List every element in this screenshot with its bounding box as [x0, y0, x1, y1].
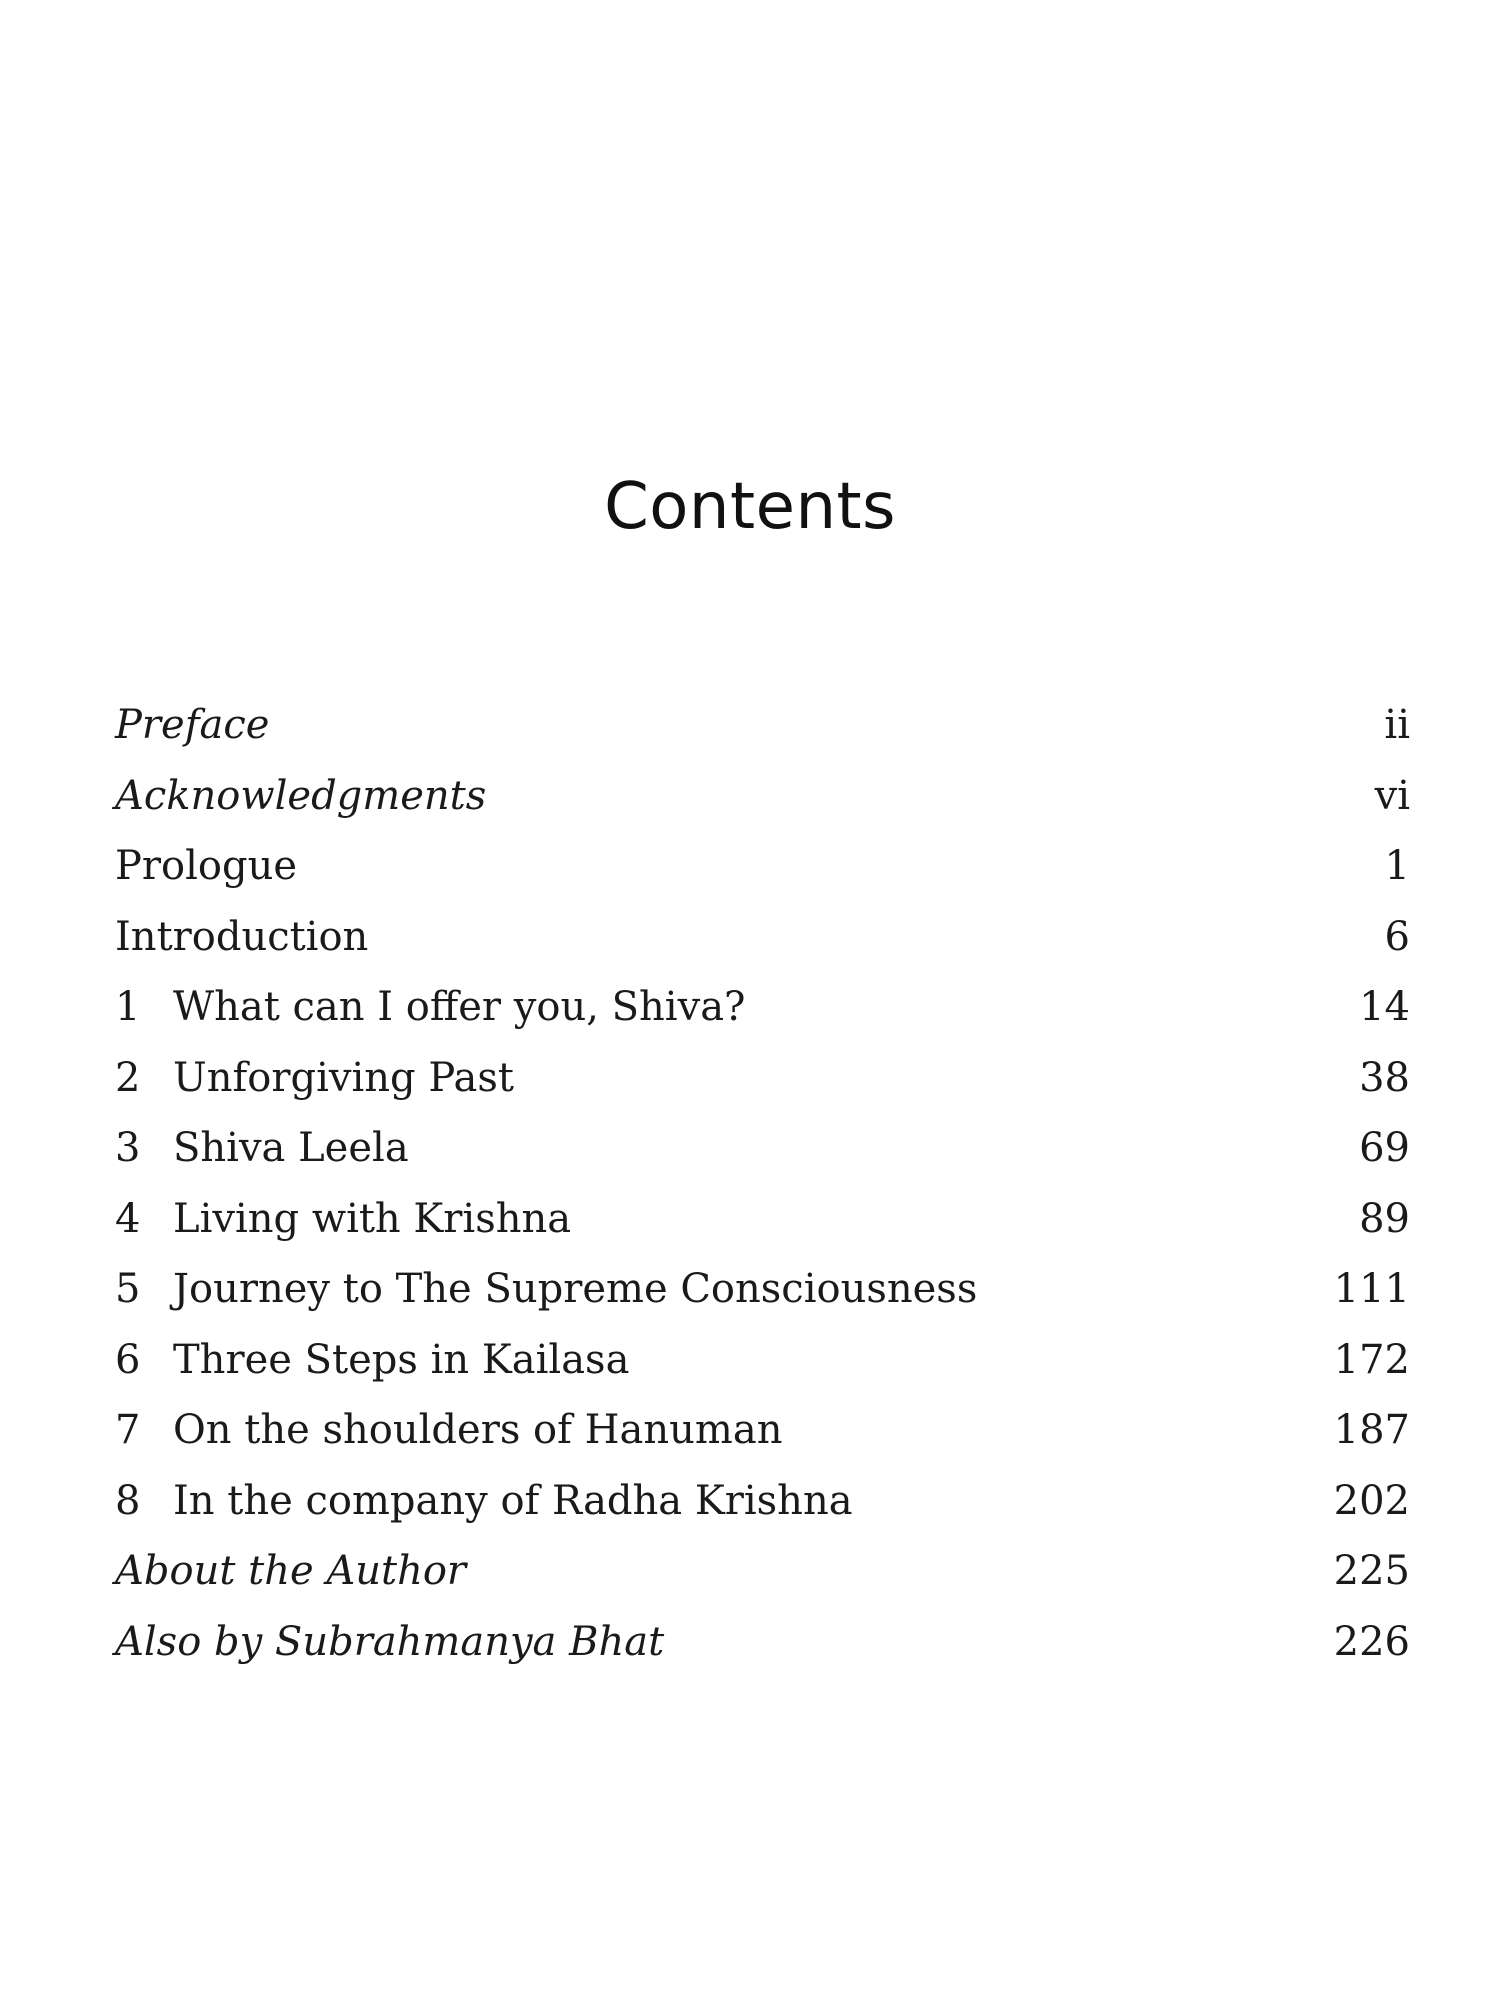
chapter-number: 5: [115, 1266, 141, 1312]
toc-entry-label: Prologue: [115, 843, 298, 889]
toc-entry[interactable]: [115, 1466, 1410, 1537]
toc-entry-label: Living with Krishna: [173, 1195, 572, 1242]
toc-entry-label: Shiva Leela: [173, 1125, 409, 1171]
toc-entry-label: Introduction: [115, 913, 369, 960]
toc-entry-label: Also by Subrahmanya Bhat: [115, 1618, 665, 1665]
table-of-contents: [115, 690, 1410, 1677]
toc-entry[interactable]: [115, 1536, 1410, 1607]
toc-entry[interactable]: [115, 1325, 1410, 1396]
toc-entry-page: 14: [1359, 984, 1410, 1030]
chapter-number: 6: [115, 1336, 141, 1383]
toc-entry-page: 172: [1333, 1336, 1410, 1383]
chapter-number: 4: [115, 1195, 141, 1242]
toc-entry-label: About the Author: [115, 1548, 467, 1594]
chapter-number: 2: [115, 1054, 141, 1101]
toc-entry-page: 6: [1384, 913, 1410, 960]
toc-entry-label: Unforgiving Past: [173, 1054, 514, 1101]
toc-entry-page: 69: [1359, 1125, 1410, 1171]
toc-entry-page: 89: [1359, 1195, 1410, 1242]
toc-entry-label: Journey to The Supreme Consciousness: [173, 1266, 978, 1312]
toc-entry-page: 225: [1333, 1548, 1410, 1594]
toc-entry[interactable]: [115, 1043, 1410, 1114]
toc-entry-label: Preface: [115, 702, 270, 748]
chapter-number: 1: [115, 984, 141, 1030]
toc-entry-label: On the shoulders of Hanuman: [173, 1407, 783, 1453]
toc-entry[interactable]: [115, 1607, 1410, 1678]
toc-entry[interactable]: [115, 1254, 1410, 1325]
toc-entry-page: 1: [1384, 843, 1410, 889]
toc-entry-page: vi: [1374, 772, 1410, 819]
toc-entry-page: 226: [1333, 1618, 1410, 1665]
toc-entry[interactable]: [115, 902, 1410, 973]
toc-entry-page: 111: [1333, 1266, 1410, 1312]
toc-entry[interactable]: [115, 1184, 1410, 1255]
toc-entry[interactable]: [115, 1395, 1410, 1466]
toc-entry[interactable]: [115, 761, 1410, 832]
toc-entry-label: What can I offer you, Shiva?: [173, 984, 746, 1030]
toc-entry-page: ii: [1384, 702, 1410, 748]
toc-entry-label: Acknowledgments: [115, 772, 487, 819]
toc-entry[interactable]: [115, 831, 1410, 902]
page-title: Contents: [604, 470, 896, 544]
toc-entry-label: In the company of Radha Krishna: [173, 1477, 853, 1524]
toc-entry-label: Three Steps in Kailasa: [173, 1336, 630, 1383]
chapter-number: 8: [115, 1477, 141, 1524]
toc-entry-page: 187: [1333, 1407, 1410, 1453]
chapter-number: 7: [115, 1407, 141, 1453]
toc-entry-page: 38: [1359, 1054, 1410, 1101]
toc-entry[interactable]: [115, 1113, 1410, 1184]
toc-entry[interactable]: [115, 972, 1410, 1043]
chapter-number: 3: [115, 1125, 141, 1171]
toc-entry-page: 202: [1333, 1477, 1410, 1524]
toc-entry[interactable]: [115, 690, 1410, 761]
